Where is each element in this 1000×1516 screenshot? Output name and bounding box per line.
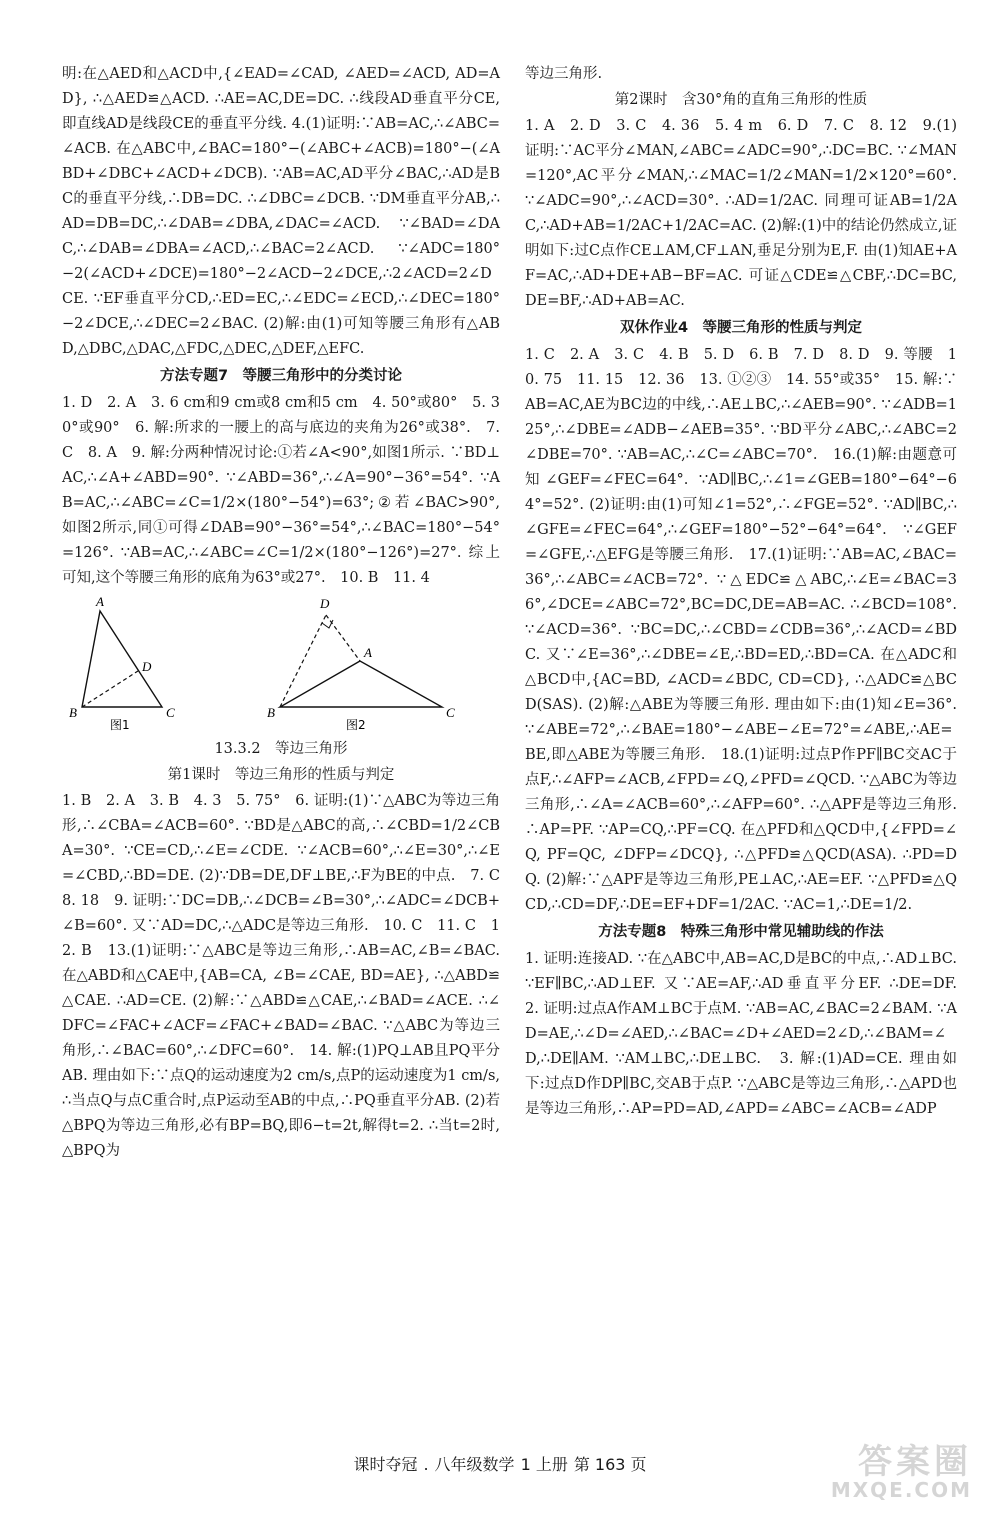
figure-1-label-a: A <box>96 595 104 609</box>
watermark-text: 答案圈 <box>858 1442 972 1482</box>
figure-1-label-b: B <box>69 705 77 720</box>
figure-2-label-a: A <box>364 645 372 660</box>
paragraph: 1. 证明:连接AD. ∵在△ABC中,AB=AC,D是BC的中点,∴AD⊥BC. ∵EF∥BC,∴AD⊥EF. 又∵AE=AF,∴AD垂直平分EF. ∴DE=DF. 2. 证明:过点A作AM⊥BC于点M. ∵AB=AC,∠BAC=2∠BAM. ∵AD=AE,∴∠D=∠AED,∴∠BAC=∠D+∠AED=2∠D,∴∠BAM=∠D,∴DE∥AM. ∵AM⊥BC,∴DE⊥BC. 3. 解:(1)AD=CE. 理由如下:过点D作DP∥BC,交AB于点P. ∵△ABC是等边三角形,∴△APD也是等边三角形,∴AP=PD=AD,∠APD=∠ABC=∠ACB=∠ADP <box>525 951 972 1117</box>
figure-2 <box>260 595 500 733</box>
left-column <box>62 62 515 1164</box>
paragraph: 1. A 2. D 3. C 4. 36 5. 4 m 6. D 7. C 8. 12 9.(1)证明:∵AC平分∠MAN,∠ABC=∠ADC=90°,∴DC=BC. ∵∠MAN=120°,AC平分∠MAN,∴∠MAC=1/2∠MAN=1/2×120°=60°. ∵∠ADC=90°,∴∠ACD=30°. ∴AD=1/2AC. 同理可证AB=1/2AC,∴AD+AB=1/2AC+1/2AC=AC. (2)解:(1)中的结论仍然成立,证明如下:过C点作CE⊥AM,CF⊥AN,垂足分别为E,F. 由(1)知AE+AF=AC,∴AD+DE+AB−BF=AC. 可证△CDE≌△CBF,∴DC=BC,DE=BF,∴AD+AB=AC. <box>525 118 957 309</box>
figure-2-label-c: C <box>446 705 455 720</box>
paragraph: 1. C 2. A 3. C 4. B 5. D 6. B 7. D 8. D 9. 等腰 10. 75 11. 15 12. 36 13. ①②③ 14. 55°或35° 15. 解:∵AB=AC,AE为BC边的中线,∴AE⊥BC,∴∠AEB=90°. ∵∠ADB=125°,∴∠DBE=∠ADB−∠AEB=35°. ∵BD平分∠ABC,∴∠ABC=2∠DBE=70°. ∵AB=AC,∴∠C=∠ABC=70°. 16.(1)解:由题意可知∠GEF=∠FEC=64°. ∵AD∥BC,∴∠1=∠GEB=180°−64°−64°=52°. (2)证明:由(1)可知∠1=52°,∴∠FGE=52°. ∵AD∥BC,∴∠GFE=∠FEC=64°,∴∠GEF=180°−52°−64°=64°. ∵∠GEF=∠GFE,∴△EFG是等腰三角形. 17.(1)证明:∵AB=AC,∠BAC=36°,∴∠ABC=∠ACB=72°. ∵△EDC≌△ABC,∴∠E=∠BAC=36°,∠DCE=∠ABC=72°,BC=DC,DE=AB=AC. ∴∠BCD=108°. ∵∠ACD=36°. ∵BC=DC,∴∠CBD=∠CDB=36°,∴∠ACD=∠BDC. 又∵∠E=36°,∴∠DBE=∠E,∴BD=ED,∴BD=CA. 在△ADC和△BCD中,{AC=BD, ∠ACD=∠BDC, CD=CD}, ∴△ADC≌△BCD(SAS). (2)解:△ABE为等腰三角形. 理由如下:由(1)知∠E=36°. ∵∠ABE=72°,∴∠BAE=180°−∠ABE−∠E=72°=∠ABE,∴AE=BE,即△ABE为等腰三角形. 18.(1)证明:过点P作PF∥BC交AC于点F,∴∠AFP=∠ACB,∠FPD=∠Q,∠PFD=∠QCD. ∵△ABC为等边三角形,∴∠A=∠ACB=60°,∴∠AFP=60°. ∴△APF是等边三角形. ∴AP=PF. ∵AP=CQ,∴PF=CQ. 在△PFD和△QCD中,{∠FPD=∠Q, PF=QC, ∠DFP=∠DCQ}, ∴△PFD≌△QCD(ASA). ∴PD=DQ. (2)解:∵△APF是等边三角形,PE⊥AC,∴AE=EF. ∵△PFD≌△QCD,∴CD=DF,∴DE=EF+DF=1/2AC. ∵AC=1,∴DE=1/2. <box>525 347 957 913</box>
figures <box>62 595 500 735</box>
footer-brand: 课时夺冠 <box>353 1455 418 1474</box>
paragraph: 1. D 2. A 3. 6 cm和9 cm或8 cm和5 cm 4. 50°或80° 5. 30°或90° 6. 解:所求的一腰上的高与底边的夹角为26°或38°. 7. C 8. A 9. 解:分两种情况讨论:①若∠A<90°,如图1所示. ∵BD⊥AC,∴∠A+∠ABD=90°. ∵∠ABD=36°,∴∠A=90°−36°=54°. ∵AB=AC,∴∠ABC=∠C=1/2×(180°−54°)=63°;②若∠BAC>90°,如图2所示,同①可得∠DAB=90°−36°=54°,∴∠BAC=180°−54°=126°. ∵AB=AC,∴∠ABC=∠C=1/2×(180°−126°)=27°. 综上可知,这个等腰三角形的底角为63°或27°. 10. B 11. 4 <box>62 395 500 586</box>
figure-2-label-b: B <box>267 705 275 720</box>
figure-2-caption: 图2 <box>346 718 366 732</box>
section-heading: 方法专题8 特殊三角形中常见辅助线的作法 <box>598 924 884 940</box>
footer-grade: 八年级数学 <box>434 1455 515 1474</box>
right-column <box>525 62 972 1122</box>
paragraph: 1. B 2. A 3. B 4. 3 5. 75° 6. 证明:(1)∵△ABC为等边三角形,∴∠CBA=∠ACB=60°. ∵BD是△ABC的高,∴∠CBD=1/2∠CBA=30°. ∵CE=CD,∴∠E=∠CDE. ∵∠ACB=60°,∴∠E=30°,∴∠E=∠CBD,∴BD=DE. (2)∵DB=DE,DF⊥BE,∴F为BE的中点. 7. C 8. 18 9. 证明:∵DC=DB,∴∠DCB=∠B=30°,∴∠ADC=∠DCB+∠B=60°. 又∵AD=DC,∴△ADC是等边三角形. 10. C 11. C 12. B 13.(1)证明:∵△ABC是等边三角形,∴AB=AC,∠B=∠BAC. 在△ABD和△CAE中,{AB=CA, ∠B=∠CAE, BD=AE}, ∴△ABD≌△CAE. ∴AD=CE. (2)解:∵△ABD≌△CAE,∴∠BAD=∠ACE. ∴∠DFC=∠FAC+∠ACF=∠FAC+∠BAD=∠BAC. ∵△ABC为等边三角形,∴∠BAC=60°,∴∠DFC=60°. 14. 解:(1)PQ⊥AB且PQ平分AB. 理由如下:∵点Q的运动速度为2 cm/s,点P的运动速度为1 cm/s,∴当点Q与点C重合时,点P运动至AB的中点,∴PQ垂直平分AB. (2)若△BPQ为等边三角形,必有BP=BQ,即6−t=2t,解得t=2. ∴当t=2时,△BPQ为 <box>62 793 515 1159</box>
paragraph: 等边三角形. <box>525 66 603 82</box>
section-heading: 双休作业4 等腰三角形的性质与判定 <box>619 320 863 336</box>
watermark-logo <box>762 1434 982 1502</box>
lesson-title: 第2课时 含30°角的直角三角形的性质 <box>614 92 868 108</box>
figure-1-label-c: C <box>166 705 175 720</box>
figure-1-caption: 图1 <box>110 718 130 732</box>
lesson-title: 第1课时 等边三角形的性质与判定 <box>167 767 395 783</box>
paragraph: 明:在△AED和△ACD中,{∠EAD=∠CAD, ∠AED=∠ACD, AD=AD}, ∴△AED≌△ACD. ∴AE=AC,DE=DC. ∴线段AD垂直平分CE,即直线AD是线段CE的垂直平分线. 4.(1)证明:∵AB=AC,∴∠ABC=∠ACB. 在△ABC中,∠BAC=180°−(∠ABC+∠ACB)=180°−(∠ABD+∠DBC+∠ACD+∠DCB). ∵AB=AC,AD平分∠BAC,∴AD是BC的垂直平分线,∴DB=DC. ∴∠DBC=∠DCB. ∵DM垂直平分AB,∴AD=DB=DC,∴∠DAB=∠DBA,∠DAC=∠ACD. ∵∠BAD=∠DAC,∴∠DAB=∠DBA=∠ACD,∴∠BAC=2∠ACD. ∵∠ADC=180°−2(∠ACD+∠DCE)=180°−2∠ACD−2∠DCE,∴2∠ACD=2∠DCE. ∵EF垂直平分CD,∴ED=EC,∴∠EDC=∠ECD,∴∠DEC=180°−2∠DCE,∴∠DEC=2∠BAC. (2)解:由(1)可知等腰三角形有△ABD,△DBC,△DAC,△FDC,△DEC,△DEF,△EFC. <box>62 66 500 357</box>
figure-2-label-d: D <box>320 596 330 611</box>
page-footer: 课时夺冠 . 八年级数学 1 上册 第 163 页 <box>353 1455 647 1474</box>
figure-1-label-d: D <box>142 659 152 674</box>
footer-page-number: 第 163 页 <box>573 1455 647 1474</box>
watermark-url: MXQE.COM <box>830 1478 972 1502</box>
footer-volume: 1 上册 <box>520 1455 568 1474</box>
section-title: 13.3.2 等边三角形 <box>214 741 348 757</box>
figure-1 <box>62 595 212 733</box>
section-heading: 方法专题7 等腰三角形中的分类讨论 <box>159 368 403 384</box>
